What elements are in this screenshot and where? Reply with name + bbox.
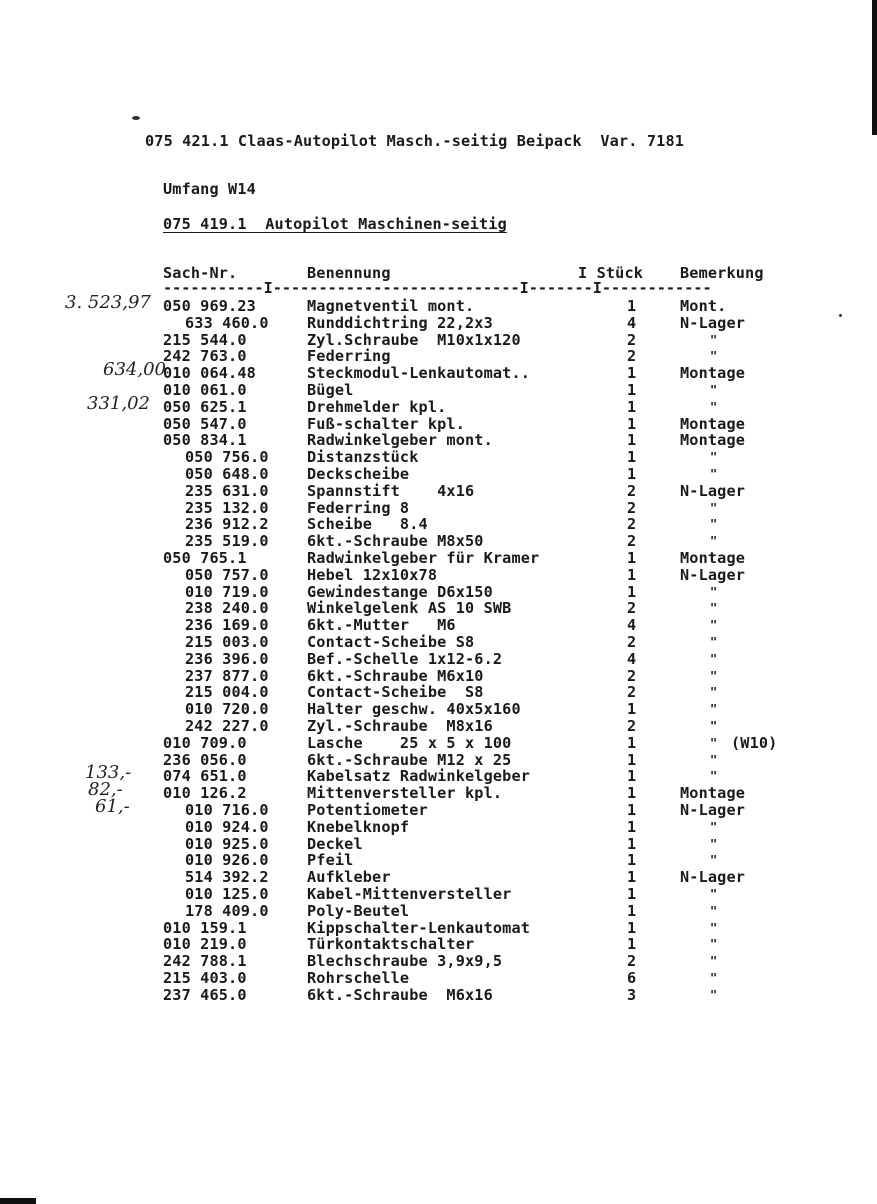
part-name: Bef.-Schelle 1x12-6.2: [307, 649, 503, 668]
part-name: Gewindestange D6x150: [307, 582, 493, 601]
part-name: 6kt.-Schraube M12 x 25: [307, 750, 512, 769]
part-quantity: 2: [627, 666, 637, 685]
scan-edge-right: [872, 0, 877, 135]
part-quantity: 1: [627, 918, 637, 937]
table-row: [0, 432, 877, 449]
part-number: 238 240.0: [185, 599, 269, 618]
part-remark: Montage: [680, 784, 746, 803]
table-row: [0, 634, 877, 651]
part-remark: N-Lager: [680, 868, 746, 887]
part-quantity: 2: [627, 952, 637, 971]
part-number: 050 756.0: [185, 448, 269, 467]
part-quantity: 1: [627, 565, 637, 584]
part-remark: ": [710, 853, 718, 868]
part-quantity: 1: [627, 465, 637, 483]
part-number: 215 004.0: [185, 683, 269, 702]
scan-edge-bottom: [0, 1198, 36, 1204]
part-quantity: 1: [627, 549, 637, 567]
part-number: 010 061.0: [163, 381, 247, 399]
part-name: Aufkleber: [307, 868, 391, 887]
header-separator: -----------I---------------------------I-------I------------: [163, 279, 712, 297]
part-name: Zyl.Schraube M10x1x120: [307, 330, 521, 349]
part-quantity: 1: [627, 733, 637, 752]
part-number: 010 159.1: [163, 918, 247, 937]
part-quantity: 4: [627, 649, 637, 668]
part-remark: ": [710, 920, 718, 935]
table-row: [0, 903, 877, 920]
part-name: 6kt.-Schraube M6x16: [307, 985, 493, 1004]
part-number: 236 912.2: [185, 515, 269, 534]
handwritten-price: 331,02: [87, 392, 150, 414]
part-remark: ": [710, 937, 718, 952]
column-header-nr: Sach-Nr.: [163, 264, 238, 282]
part-name: 6kt.-Schraube M6x10: [307, 666, 484, 685]
part-quantity: 2: [627, 683, 637, 702]
part-name: 6kt.-Schraube M8x50: [307, 532, 484, 551]
part-number: 050 648.0: [185, 465, 269, 483]
part-number: 050 757.0: [185, 565, 269, 584]
part-name: Scheibe 8.4: [307, 515, 428, 534]
table-row: [0, 936, 877, 953]
part-name: Radwinkelgeber mont.: [307, 431, 493, 450]
part-number: 010 719.0: [185, 582, 269, 601]
part-remark: ": [710, 836, 718, 851]
part-number: 010 924.0: [185, 817, 269, 836]
part-quantity: 1: [627, 885, 637, 903]
part-remark: N-Lager: [680, 313, 746, 332]
part-quantity: 1: [627, 935, 637, 954]
part-name: Bügel: [307, 381, 354, 399]
part-quantity: 2: [627, 717, 637, 735]
part-remark: ": [710, 517, 718, 532]
table-row: [0, 701, 877, 718]
section-heading: 075 419.1 Autopilot Maschinen-seitig: [163, 215, 507, 233]
part-quantity: 1: [627, 381, 637, 399]
part-name: Halter geschw. 40x5x160: [307, 700, 521, 719]
part-number: 010 716.0: [185, 801, 269, 819]
part-quantity: 1: [627, 801, 637, 819]
part-quantity: 1: [627, 767, 637, 786]
part-number: 010 720.0: [185, 700, 269, 719]
column-header-qty: I Stück: [578, 264, 644, 282]
part-remark: ": [710, 584, 718, 599]
table-row: [0, 617, 877, 634]
part-quantity: 1: [627, 868, 637, 887]
table-row: [0, 600, 877, 617]
part-quantity: 1: [627, 817, 637, 836]
part-quantity: 1: [627, 784, 637, 803]
part-quantity: 1: [627, 431, 637, 450]
part-quantity: 2: [627, 633, 637, 651]
table-row: [0, 533, 877, 550]
table-row: [0, 752, 877, 769]
part-quantity: 2: [627, 330, 637, 349]
part-number: 235 519.0: [185, 532, 269, 551]
part-name: Deckscheibe: [307, 465, 410, 483]
handwritten-price: 82,-: [88, 779, 123, 801]
table-row: [0, 516, 877, 533]
table-row: [0, 315, 877, 332]
part-remark: ": [710, 534, 718, 549]
part-number: 178 409.0: [185, 901, 269, 920]
part-name: 6kt.-Mutter M6: [307, 616, 456, 635]
part-remark: ": [710, 752, 718, 767]
part-remark: ": [710, 399, 718, 414]
part-quantity: 1: [627, 448, 637, 467]
part-name: Lasche 25 x 5 x 100: [307, 733, 512, 752]
table-row: [0, 735, 877, 752]
part-number: 010 709.0: [163, 733, 247, 752]
part-remark: ": [710, 903, 718, 918]
part-remark: N-Lager: [680, 481, 746, 500]
part-number: 242 763.0: [163, 347, 247, 366]
part-quantity: 1: [627, 297, 637, 315]
part-name: Federring: [307, 347, 391, 366]
table-row: [0, 466, 877, 483]
table-row: [0, 500, 877, 517]
part-remark: ": [710, 735, 718, 750]
table-row: [0, 970, 877, 987]
part-remark: ": [710, 651, 718, 666]
part-remark: ": [710, 719, 718, 733]
part-number: 010 126.2: [163, 784, 247, 803]
part-name: Radwinkelgeber für Kramer: [307, 549, 540, 567]
table-row: [0, 920, 877, 937]
part-number: 235 631.0: [185, 481, 269, 500]
handwritten-price: 634,00: [103, 359, 166, 381]
part-number: 050 547.0: [163, 414, 247, 433]
part-remark: ": [710, 618, 718, 633]
table-row: [0, 802, 877, 819]
part-name: Hebel 12x10x78: [307, 565, 438, 584]
part-number: 242 788.1: [163, 952, 247, 971]
part-quantity: 1: [627, 397, 637, 416]
table-row: [0, 550, 877, 567]
part-remark: ": [710, 887, 718, 901]
part-number: 633 460.0: [185, 313, 269, 332]
part-quantity: 2: [627, 599, 637, 618]
part-quantity: 3: [627, 985, 637, 1004]
part-number: 050 834.1: [163, 431, 247, 450]
part-number: 242 227.0: [185, 717, 269, 735]
part-name: Runddichtring 22,2x3: [307, 313, 493, 332]
part-number: 074 651.0: [163, 767, 247, 786]
table-row: [0, 584, 877, 601]
part-quantity: 2: [627, 498, 637, 517]
part-remark: Montage: [680, 364, 746, 383]
part-remark: ": [710, 971, 718, 985]
part-quantity: 4: [627, 313, 637, 332]
part-quantity: 2: [627, 515, 637, 534]
part-name: Kabel-Mittenversteller: [307, 885, 512, 903]
part-name: Spannstift 4x16: [307, 481, 475, 500]
part-quantity: 1: [627, 834, 637, 853]
part-number: 050 625.1: [163, 397, 247, 416]
table-row: [0, 953, 877, 970]
part-remark: Montage: [680, 431, 746, 450]
part-number: 235 132.0: [185, 498, 269, 517]
part-name: Distanzstück: [307, 448, 419, 467]
part-remark: Montage: [680, 549, 746, 567]
part-name: Türkontaktschalter: [307, 935, 475, 954]
part-name: Potentiometer: [307, 801, 428, 819]
part-name: Fuß-schalter kpl.: [307, 414, 465, 433]
table-row: [0, 668, 877, 685]
part-number: 010 125.0: [185, 885, 269, 903]
part-remark: ": [710, 500, 718, 515]
part-remark: N-Lager: [680, 801, 746, 819]
part-quantity: 1: [627, 750, 637, 769]
part-quantity: 1: [627, 364, 637, 383]
part-number: 010 926.0: [185, 851, 269, 870]
part-quantity: 2: [627, 481, 637, 500]
part-name: Winkelgelenk AS 10 SWB: [307, 599, 512, 618]
part-quantity: 1: [627, 851, 637, 870]
table-row: [0, 987, 877, 1004]
part-name: Blechschraube 3,9x9,5: [307, 952, 503, 971]
part-remark: ": [710, 769, 718, 784]
table-row: [0, 768, 877, 785]
table-row: [0, 332, 877, 349]
table-row: [0, 852, 877, 869]
column-header-name: Benennung: [307, 264, 391, 282]
part-number: 010 925.0: [185, 834, 269, 853]
part-remark: ": [710, 332, 718, 347]
part-name: Steckmodul-Lenkautomat..: [307, 364, 531, 383]
part-quantity: 1: [627, 700, 637, 719]
part-name: Kabelsatz Radwinkelgeber: [307, 767, 531, 786]
table-row: [0, 836, 877, 853]
table-row: [0, 567, 877, 584]
table-row: [0, 869, 877, 886]
part-remark: ": [710, 685, 718, 700]
part-quantity: 6: [627, 969, 637, 987]
part-quantity: 1: [627, 582, 637, 601]
part-name: Knebelknopf: [307, 817, 410, 836]
table-row: [0, 416, 877, 433]
table-row: [0, 449, 877, 466]
part-number: 050 969.23: [163, 297, 256, 315]
part-remark: ": [710, 349, 718, 364]
part-quantity: 1: [627, 901, 637, 920]
part-remark: Mont.: [680, 297, 727, 315]
part-remark-extra: (W10): [731, 733, 778, 752]
part-remark: Montage: [680, 414, 746, 433]
scope-label: Umfang W14: [163, 180, 256, 198]
part-number: 236 056.0: [163, 750, 247, 769]
part-name: Federring 8: [307, 498, 410, 517]
scan-speck: [132, 116, 140, 120]
table-row: [0, 886, 877, 903]
part-remark: ": [710, 819, 718, 834]
part-quantity: 4: [627, 616, 637, 635]
handwritten-price: 61,-: [95, 796, 130, 817]
part-name: Rohrschelle: [307, 969, 410, 987]
part-name: Poly-Beutel: [307, 901, 410, 920]
part-quantity: 2: [627, 532, 637, 551]
part-remark: N-Lager: [680, 565, 746, 584]
part-number: 514 392.2: [185, 868, 269, 887]
part-name: Kippschalter-Lenkautomat: [307, 918, 531, 937]
handwritten-price: 3. 523,97: [65, 292, 151, 313]
part-remark: ": [710, 450, 718, 465]
part-remark: ": [710, 702, 718, 717]
table-row: [0, 483, 877, 500]
part-number: 215 403.0: [163, 969, 247, 987]
part-quantity: 1: [627, 414, 637, 433]
table-row: [0, 684, 877, 701]
table-row: [0, 718, 877, 735]
table-row: [0, 651, 877, 668]
part-remark: ": [710, 954, 718, 969]
part-number: 050 765.1: [163, 549, 247, 567]
part-name: Contact-Scheibe S8: [307, 633, 475, 651]
part-name: Pfeil: [307, 851, 354, 870]
part-number: 010 064.48: [163, 364, 256, 383]
part-name: Zyl.-Schraube M8x16: [307, 717, 493, 735]
part-number: 215 003.0: [185, 633, 269, 651]
part-remark: ": [710, 601, 718, 616]
part-name: Drehmelder kpl.: [307, 397, 447, 416]
part-remark: ": [710, 987, 718, 1002]
part-quantity: 2: [627, 347, 637, 366]
part-number: 236 396.0: [185, 649, 269, 668]
handwritten-price: 133,-: [85, 762, 132, 784]
table-row: [0, 819, 877, 836]
part-name: Magnetventil mont.: [307, 297, 475, 315]
part-number: 236 169.0: [185, 616, 269, 635]
table-row: [0, 785, 877, 802]
part-name: Deckel: [307, 834, 363, 853]
part-number: 215 544.0: [163, 330, 247, 349]
part-remark: ": [710, 635, 718, 649]
part-number: 010 219.0: [163, 935, 247, 954]
column-header-remark: Bemerkung: [680, 264, 764, 282]
part-number: 237 877.0: [185, 666, 269, 685]
part-remark: ": [710, 383, 718, 397]
part-number: 237 465.0: [163, 985, 247, 1004]
part-remark: ": [710, 467, 718, 481]
document-title: 075 421.1 Claas-Autopilot Masch.-seitig Beipack Var. 7181: [145, 132, 685, 150]
part-name: Mittenversteller kpl.: [307, 784, 503, 803]
part-remark: ": [710, 668, 718, 683]
part-name: Contact-Scheibe S8: [307, 683, 484, 702]
